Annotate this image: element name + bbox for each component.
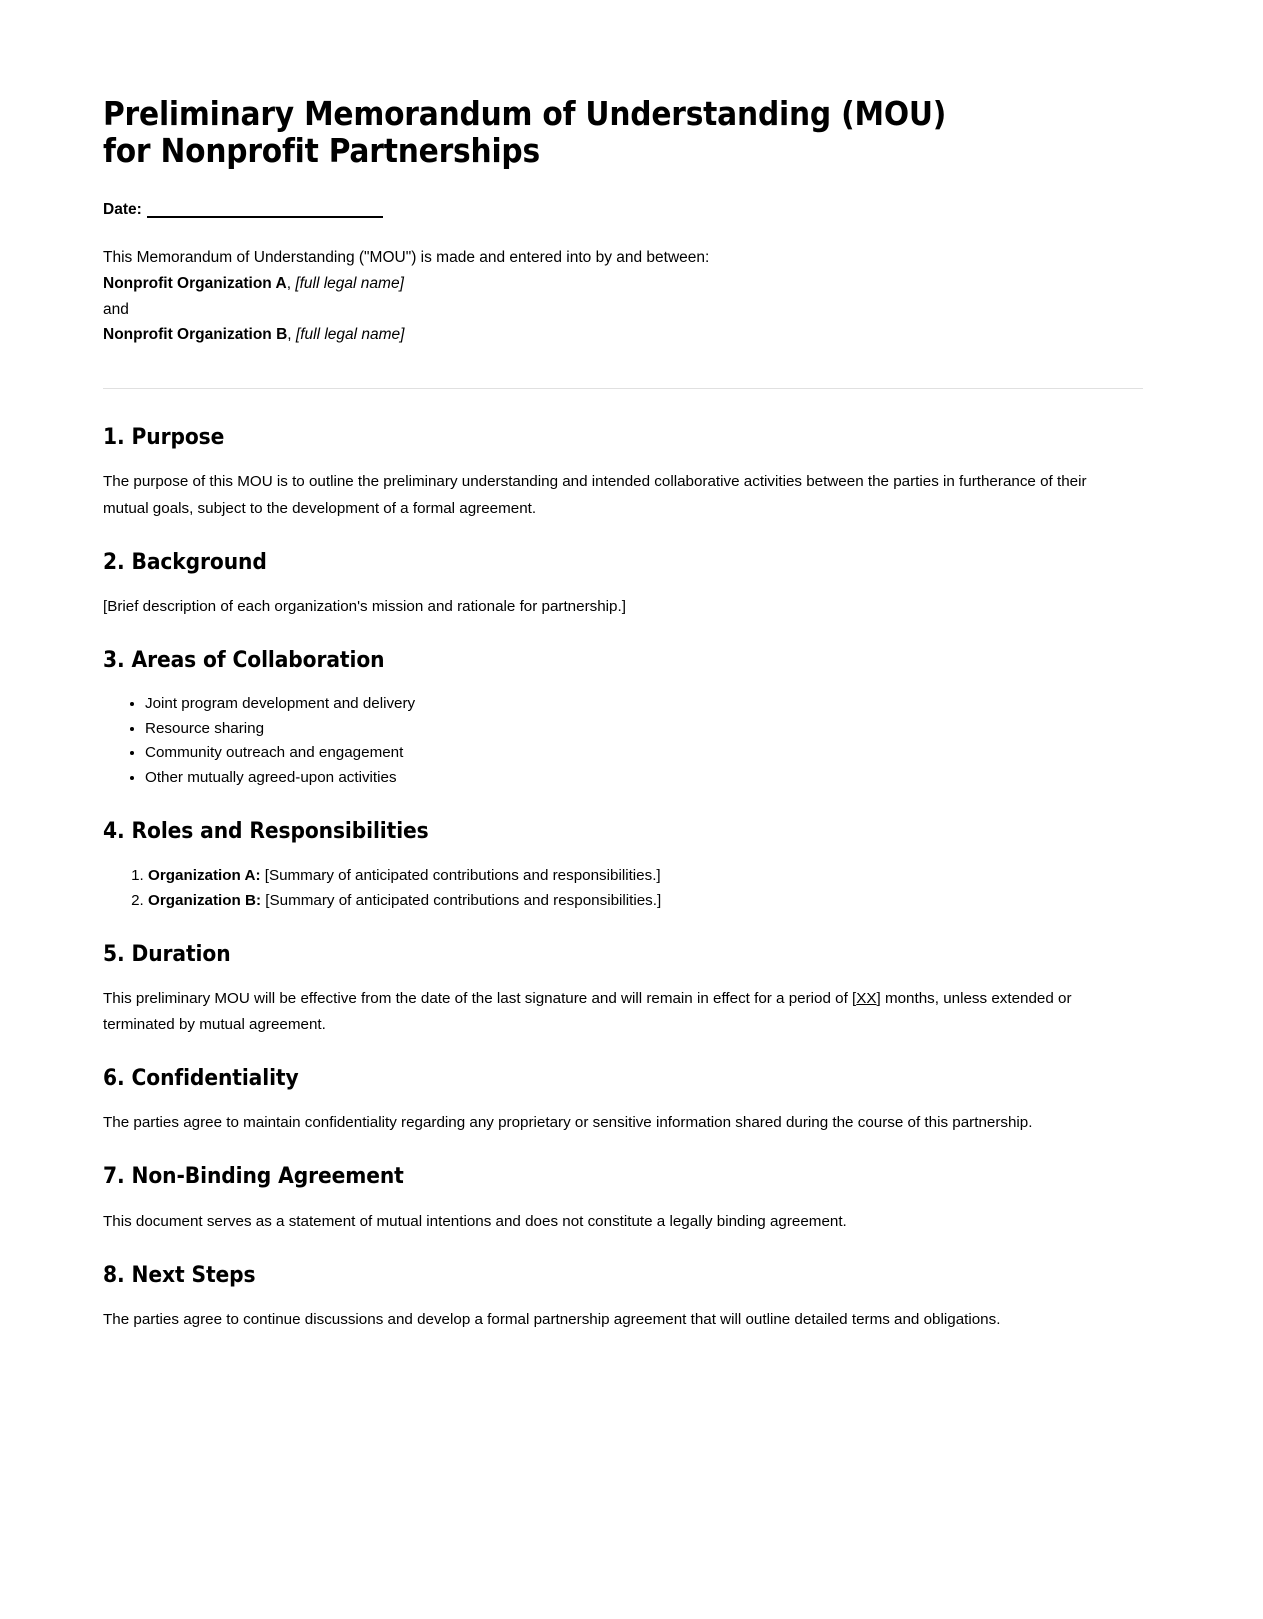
date-blank-underline[interactable] [147,216,383,218]
role-label-org-b: Organization B: [148,892,262,910]
section-areas-of-collaboration [103,646,1143,791]
role-label-org-a: Organization A: [148,866,261,884]
section-heading-roles-and-responsibilities: 4. Roles and Responsibilities [103,817,429,844]
section-duration [103,940,1143,1038]
roles-numbered-list [103,863,1143,914]
section-body-background: [Brief description of each organization's mission and rationale for partnership.] [103,597,626,615]
section-heading-confidentiality: 6. Confidentiality [103,1065,299,1092]
page-title [103,96,1143,170]
section-divider [103,388,1143,389]
party-a-legal-note: [full legal name] [295,274,404,292]
party-a-comma: , [286,274,291,292]
duration-blank-placeholder[interactable]: XX [856,989,877,1007]
party-b-legal-note: [full legal name] [295,326,405,344]
section-body-purpose: The purpose of this MOU is to outline the preliminary understanding and intended collaborative activities between the parties in furtherance of their mutual goals, subject to the development of a formal agreement. [103,473,1087,517]
list-item: • Joint program development and delivery [145,692,1143,717]
party-a-line [103,272,1143,297]
collaboration-bullet-list [103,692,1143,791]
list-item [148,888,1143,914]
list-item: • Community outreach and engagement [145,741,1143,766]
section-purpose [103,423,1143,521]
section-heading-purpose: 1. Purpose [103,424,225,451]
date-label: Date: [103,200,142,218]
section-non-binding-agreement [103,1162,1143,1234]
list-item [148,863,1143,889]
section-background [103,548,1143,620]
list-item: • Resource sharing [145,717,1143,742]
page-title-line-2: for Nonprofit Partnerships [103,130,540,170]
section-heading-next-steps: 8. Next Steps [103,1261,256,1288]
party-b-comma: , [287,326,292,344]
duration-text-part-1: This preliminary MOU will be effective from the date of the last signature and will remain in effect for a period of [ [103,989,857,1007]
role-text-org-b: [Summary of anticipated contributions and responsibilities.] [265,892,662,910]
page-title-line-1: Preliminary Memorandum of Understanding (MOU) [103,94,947,133]
duration-text-part-2: ] months, unless extended or terminated by mutual agreement. [103,989,1072,1033]
intro-lead-text: This Memorandum of Understanding ("MOU") is made and entered into by and between: [103,249,710,267]
date-field-row [103,200,1143,220]
section-body-confidentiality: The parties agree to maintain confidentiality regarding any proprietary or sensitive information shared during the course of this partnership. [103,1114,1033,1132]
section-body-non-binding-agreement: This document serves as a statement of mutual intentions and does not constitute a legally binding agreement. [103,1212,847,1230]
section-heading-duration: 5. Duration [103,940,231,967]
section-body-duration [103,986,1113,1038]
section-roles-and-responsibilities [103,817,1143,914]
section-body-next-steps: The parties agree to continue discussions and develop a formal partnership agreement that will outline detailed terms and obligations. [103,1310,1001,1328]
conjunction-line: and [103,300,129,318]
section-next-steps [103,1261,1143,1333]
list-item: • Other mutually agreed-upon activities [145,766,1143,791]
party-b-line [103,323,1143,348]
role-text-org-a: [Summary of anticipated contributions and responsibilities.] [264,866,661,884]
party-b-name: Nonprofit Organization B [103,326,288,344]
section-heading-background: 2. Background [103,548,267,575]
party-a-name: Nonprofit Organization A [103,274,287,292]
section-heading-areas-of-collaboration: 3. Areas of Collaboration [103,646,385,673]
section-confidentiality [103,1064,1143,1136]
section-heading-non-binding-agreement: 7. Non-Binding Agreement [103,1163,404,1190]
intro-block [103,246,1143,348]
